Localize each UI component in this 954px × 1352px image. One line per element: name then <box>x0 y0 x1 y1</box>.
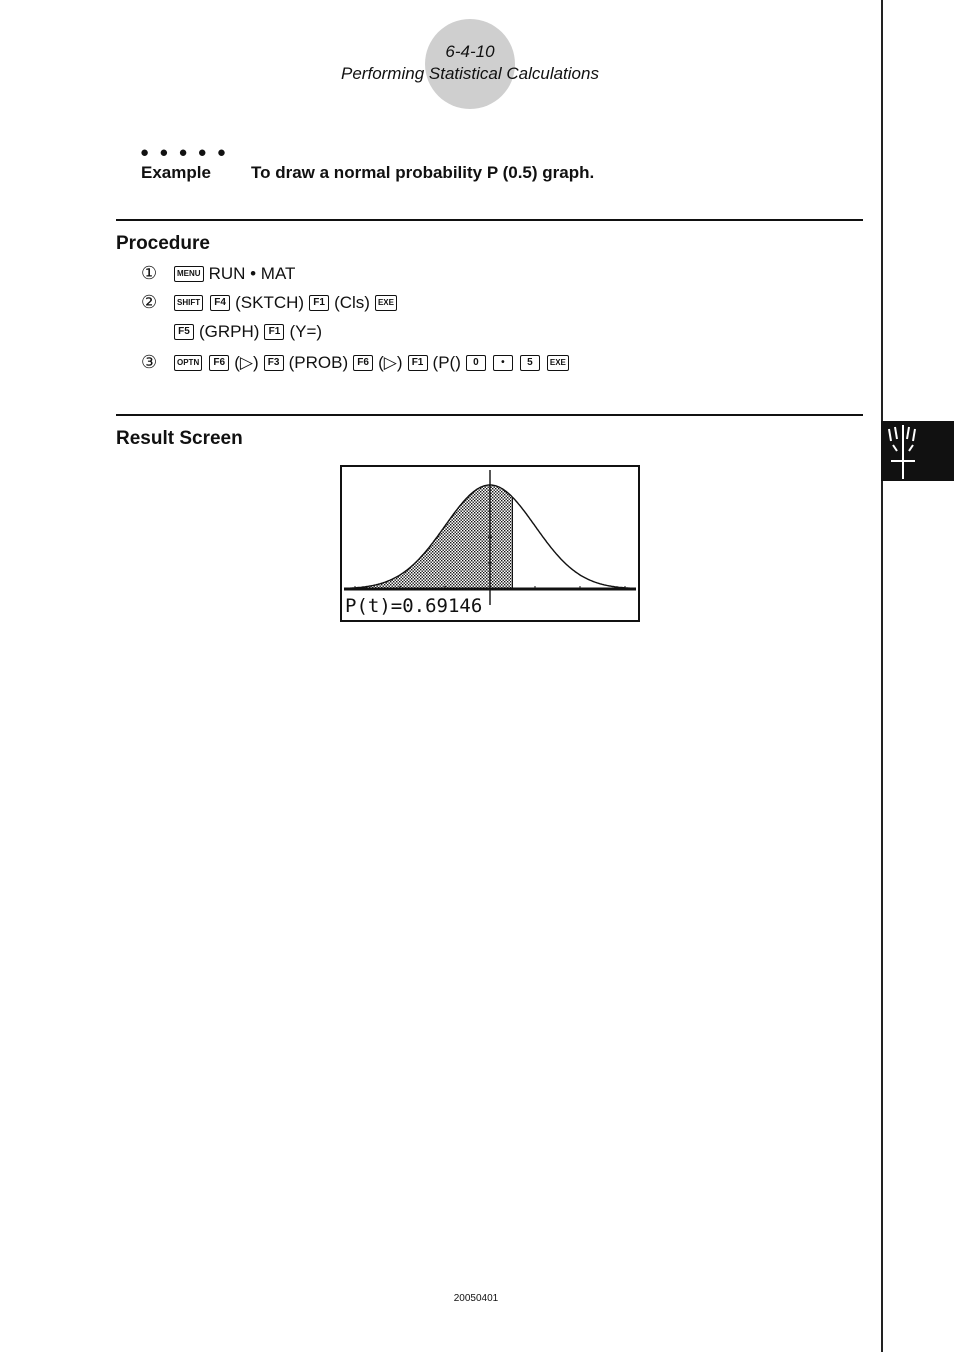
step-text: (SKTCH) <box>235 292 305 312</box>
exe-key: EXE <box>547 355 569 371</box>
example-label: Example <box>141 163 211 182</box>
f5-key: F5 <box>174 324 194 340</box>
example-text: To draw a normal probability P (0.5) graph. <box>251 163 595 182</box>
step-number: ① <box>141 263 158 283</box>
step-text: (PROB) <box>288 352 349 372</box>
page-number: 6-4-10 <box>445 42 495 61</box>
margin-rule <box>881 0 883 1352</box>
normal-distribution-icon <box>881 421 954 481</box>
procedure-step-2-continued <box>141 322 322 342</box>
shaded-probability-area <box>346 485 513 589</box>
step-text: (Cls) <box>334 292 370 312</box>
section-title: Performing Statistical Calculations <box>341 64 599 83</box>
f1-key: F1 <box>264 324 284 340</box>
step-text: (P() <box>432 352 461 372</box>
f6-key: F6 <box>209 355 229 371</box>
step-text: RUN • MAT <box>208 263 296 283</box>
calculator-result-screen <box>340 465 640 622</box>
optn-key: OPTN <box>174 355 202 371</box>
menu-key: MENU <box>174 266 204 282</box>
decimal-key: • <box>493 355 513 371</box>
example-dots: ● ● ● ● ● <box>140 144 229 161</box>
procedure-step-3 <box>141 352 571 373</box>
step-number: ③ <box>141 352 158 372</box>
procedure-heading: Procedure <box>116 233 210 254</box>
f6-key: F6 <box>353 355 373 371</box>
procedure-step-2 <box>141 292 399 313</box>
result-screen-heading: Result Screen <box>116 428 243 449</box>
step-text: (▷) <box>234 352 259 372</box>
step-text: (▷) <box>378 352 403 372</box>
exe-key: EXE <box>375 295 397 311</box>
step-text: (Y=) <box>289 322 323 341</box>
chapter-tab <box>881 421 954 481</box>
section-divider <box>116 414 863 416</box>
footer-code: 20050401 <box>453 1293 499 1304</box>
zero-key: 0 <box>466 355 486 371</box>
shift-key: SHIFT <box>174 295 203 311</box>
f1-key: F1 <box>309 295 329 311</box>
step-number: ② <box>141 292 158 312</box>
section-divider <box>116 219 863 221</box>
five-key: 5 <box>520 355 540 371</box>
f4-key: F4 <box>210 295 230 311</box>
step-text: (GRPH) <box>199 322 260 341</box>
f3-key: F3 <box>264 355 284 371</box>
f1-key: F1 <box>408 355 428 371</box>
probability-readout: P(t)=0.69146 <box>345 595 483 617</box>
procedure-step-1 <box>141 263 295 284</box>
